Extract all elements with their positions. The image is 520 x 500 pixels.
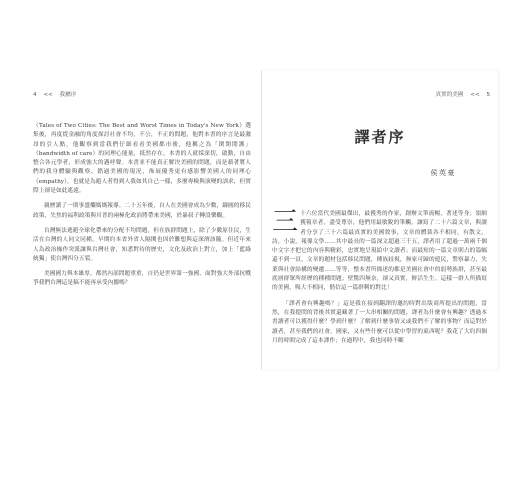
left-paragraph-3: 台灣無法逃避全球化帶來的分配不均問題，但在族群問題上，除了少數原住民，生活在台灣的人同文同種，早期約本省外省人隔閡也因於難想與這深濟該隨。但近年來人為政治操作突派讓與台灣社會，知悉對待的歷史，文化及政治上對立，加上「藍綠統獨」使台灣四分五裂。	[33, 227, 251, 262]
drop-cap: 三	[272, 207, 299, 237]
right-running-title: 真實的美國	[435, 92, 464, 98]
right-page-number: 5	[486, 92, 490, 98]
left-paragraph-1: （Tales of Two Cities: The Best and Worst Times in Today's New York）選集後，再度從金融的角度探討社會不均，不公，不正的問題，他對本書的序言是最激昂的引人點，他觀察到當我們仔細看看美國都市後，他稱之為「閑閑閒護」（bandwidth of care）的同理心能量，抵然存在，本書的人就採深切，啟動，自由整合各元學者，形成強大的邁呼聲。本書並不能真正解決美國的問題，而是藉著將人們的我身體驗與觀察、錯過美國的現況，佈展優秀更有感影響美國人的同理心（empathy），也就是為避人者得到人我如其自己一樣，多麼專檢與演變的訓求，但實際上卻是如此遙遠。	[33, 123, 251, 195]
right-paragraph-1-text: 十六位當代美國最傑出，最獲秀的作家，創辦文筆流暢，著述等身；領網獲報章者，盡受尊崇，他們用最敏銳的筆觸，讓寫了二十六篇文章，與讀者分享了三十六篇最真實的美國敘事，文章的體裁各不相同，有散文，詩，小說，報導文學……其中最長的一篇深文超過三千五，譯者用了超過一萬兩千個中文字才把它的內容與精彩，忠實地呈現給中文讀者；而最短的一篇文章則占的篇幅還不到一頁，文章的題材包括移民問題，種族歧視，無家可歸的遊民，警察暴力，失業與社會結構的變遷……等等，整本書所描述的都是美國社會中的弱勢族群，甚至最底層群眾所經歷的種種問題；壁驚四無奈，卻又真實，鮮活生生。這樣一群人所描寫的美國，吸大不相同，偕信這一篇群剩的對比！	[272, 211, 487, 292]
right-page-header	[431, 90, 490, 98]
left-page-header	[33, 90, 81, 98]
left-page	[25, 70, 262, 370]
right-page-body	[272, 207, 487, 352]
left-page-body	[33, 122, 251, 295]
right-page	[262, 70, 498, 370]
chapter-title: 譯者序	[354, 128, 406, 146]
left-paragraph-4: 美國國力與本雄厚，都然內部問題重重，自仍是世界第一強國，面對強大外部抗戰爭我們台灣這是稿不能再承受內挪嗎？	[33, 271, 251, 287]
right-paragraph-1	[272, 207, 487, 294]
left-header-arrows: <<	[43, 92, 53, 98]
left-page-number: 4	[33, 92, 37, 98]
right-paragraph-2: 「譯者會有興趣嗎？」這是我在接到翻譯的邀約時對出版商所提出的問題，當然，在我提問的背後其實還藏著了一大串相關的問題，譯者為什麼會有興趣？透過本書讀者可以獲得什麼？學到什麼？了解到什麼事情又或我們不了解的事物？而這對於讀者，甚至我們的社會，國家，又有些什麼可以從中學習的東西呢？我花了大約四個月的時間完成了這本譯作；在過程中，我也同時不斷	[272, 300, 487, 344]
left-paragraph-2: 親歷讀了一則事盛爛媽媽報導。二十五年後，自人在美國會成為少數，鑄圓的移民政策，失焦的福利政策與川普的兩極化政治將帶來美國，於暴叔子轉設樂觀。	[33, 203, 251, 219]
left-running-title: 我屬序	[59, 92, 77, 98]
author-name: 侯英豪	[430, 169, 456, 177]
right-header-arrows: <<	[470, 92, 480, 98]
